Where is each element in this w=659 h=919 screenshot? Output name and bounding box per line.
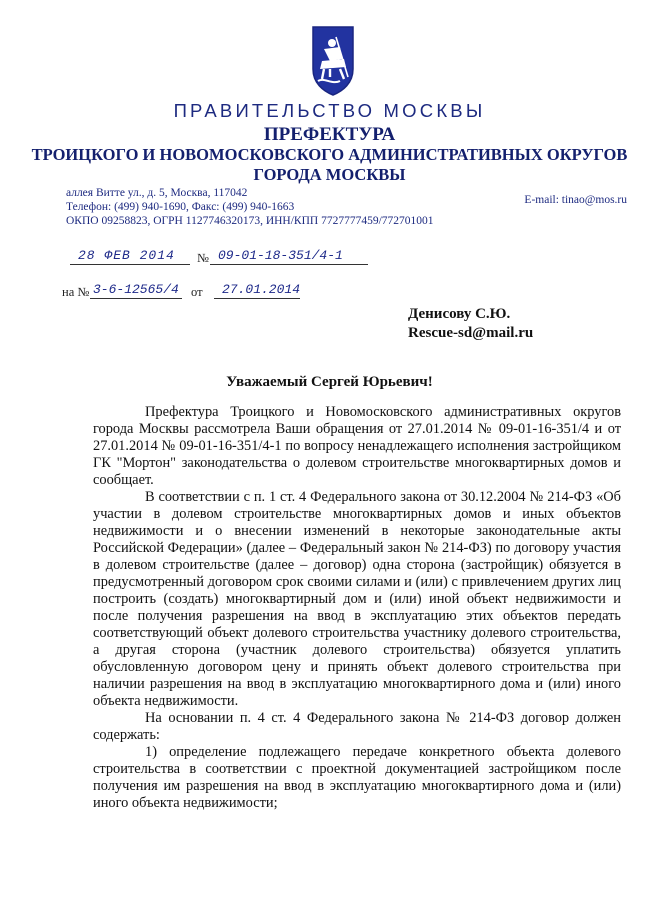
- body-paragraph: 1) определение подлежащего передаче конкретного объекта долевого строительства в соответствии с проектной документацией застройщиком после получения им разрешения на ввод в эксплуатацию многоквартирного дома и (или) иного объекта недвижимости;: [93, 744, 621, 811]
- prefecture-city: ГОРОДА МОСКВЫ: [253, 165, 406, 184]
- contact-address: аллея Витте ул., д. 5, Москва, 117042: [66, 187, 248, 199]
- registration-number: 09-01-18-351/4-1: [218, 248, 343, 263]
- government-title: ПРАВИТЕЛЬСТВО МОСКВЫ: [173, 100, 486, 121]
- recipient-name: Денисову С.Ю.: [408, 306, 511, 322]
- reference-from-label: от: [191, 285, 203, 299]
- body-paragraph: На основании п. 4 ст. 4 Федерального закона № 214-ФЗ договор должен содержать:: [93, 710, 621, 743]
- prefecture-districts: ТРОИЦКОГО И НОВОМОСКОВСКОГО АДМИНИСТРАТИВНЫХ ОКРУГОВ: [31, 145, 628, 164]
- prefecture-title: ПРЕФЕКТУРА: [263, 124, 396, 145]
- registration-date: 28 ФЕВ 2014: [78, 248, 175, 263]
- body-paragraph: Префектура Троицкого и Новомосковского административных округов города Москвы рассмотрела Ваши обращения от 27.01.2014 № 09-01-16-351/4 и от 27.01.2014 № 09-01-16-351/4-1 по вопросу ненадлежащего исполнения застройщиком ГК "Мортон" законодательства о долевом строительстве многоквартирных домов и сообщает.: [93, 404, 621, 488]
- body-paragraph: В соответствии с п. 1 ст. 4 Федерального закона от 30.12.2004 № 214-ФЗ «Об участии в долевом строительстве многоквартирных домов и иных объектов недвижимости и о внесении изменений в некоторые законодательные акты Российской Федерации» (далее – Федеральный закон № 214-ФЗ) по договору участия в долевом строительстве (далее – договор) одна сторона (застройщик) обязуется в предусмотренный договором срок своими силами и (или) с привлечением других лиц построить (создать) многоквартирный дом и (или) иной объект недвижимости и после получения разрешения на ввод в эксплуатацию этих объектов передать соответствующий объект долевого строительства участнику долевого строительства, а другая сторона (участник долевого строительства) обязуется уплатить обусловленную договором цену и принять объект долевого строительства при наличии разрешения на ввод в эксплуатацию многоквартирного дома и (или) иного объекта недвижимости.: [93, 489, 621, 709]
- salutation: Уважаемый Сергей Юрьевич!: [226, 374, 433, 390]
- reference-label: на №: [62, 285, 90, 299]
- reference-number-underline: [90, 298, 182, 299]
- contact-email: E-mail: tinao@mos.ru: [524, 194, 627, 206]
- contact-phone: Телефон: (499) 940-1690, Факс: (499) 940-1663: [66, 201, 295, 213]
- registration-date-underline: [70, 264, 190, 265]
- reference-date: 27.01.2014: [222, 282, 301, 297]
- registration-number-label: №: [197, 251, 209, 265]
- moscow-coat-of-arms-icon: [310, 25, 356, 97]
- registration-number-underline: [210, 264, 368, 265]
- reference-date-underline: [214, 298, 300, 299]
- contact-codes: ОКПО 09258823, ОГРН 1127746320173, ИНН/КПП 7727777459/772701001: [66, 215, 434, 227]
- letter-body: [93, 404, 621, 812]
- reference-number: 3-6-12565/4: [93, 282, 179, 297]
- recipient-email: Rescue-sd@mail.ru: [408, 325, 534, 341]
